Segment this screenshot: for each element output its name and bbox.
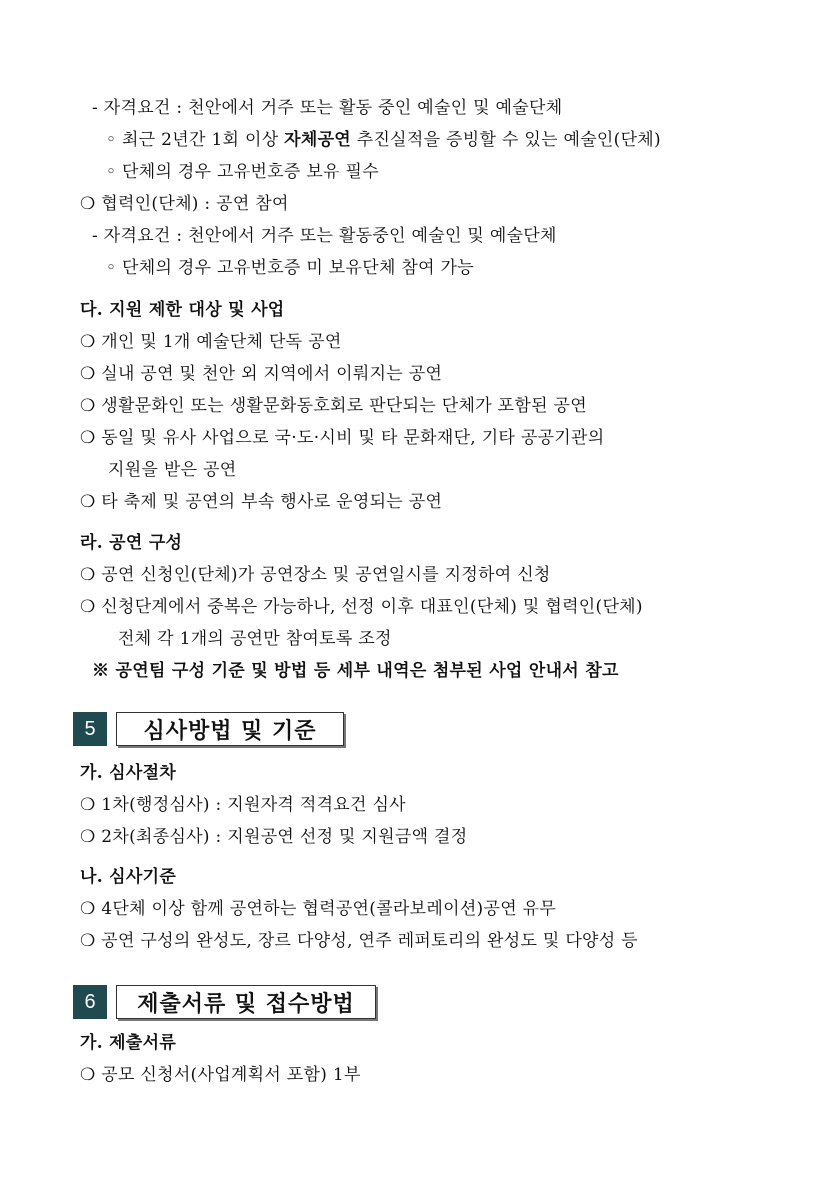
list-item: ❍ 4단체 이상 함께 공연하는 협력공연(콜라보레이션)공연 유무: [80, 899, 557, 919]
list-item: ❍ 동일 및 유사 사업으로 국·도·시비 및 타 문화재단, 기타 공공기관의: [80, 428, 605, 448]
list-item-continuation: 지원을 받은 공연: [108, 460, 237, 480]
reference-note: ※ 공연팀 구성 기준 및 방법 등 세부 내역은 첨부된 사업 안내서 참고: [92, 661, 619, 681]
list-item: ❍ 개인 및 1개 예술단체 단독 공연: [80, 332, 342, 352]
list-item: ❍ 타 축제 및 공연의 부속 행사로 운영되는 공연: [80, 492, 443, 512]
section-number-badge: 5: [73, 712, 107, 746]
list-item: ❍ 1차(행정심사) : 지원자격 적격요건 심사: [80, 795, 406, 815]
performance-record-line: [106, 129, 661, 151]
section-title-box: 심사방법 및 기준: [116, 712, 344, 746]
text-part: ◦ 최근 2년간 1회 이상: [106, 130, 285, 150]
subsection-title: 가. 심사절차: [80, 763, 177, 783]
subsection-title: 가. 제출서류: [80, 1033, 177, 1053]
partner-registration-line: ◦ 단체의 경우 고유번호증 미 보유단체 참여 가능: [106, 258, 474, 278]
list-item: ❍ 신청단계에서 중복은 가능하나, 선정 이후 대표인(단체) 및 협력인(단체): [80, 597, 643, 617]
section-title-box: 제출서류 및 접수방법: [116, 985, 376, 1019]
eligibility-line: - 자격요건 : 천안에서 거주 또는 활동 중인 예술인 및 예술단체: [92, 98, 563, 118]
list-item: ❍ 공연 구성의 완성도, 장르 다양성, 연주 레퍼토리의 완성도 및 다양성 등: [80, 931, 638, 951]
subsection-title: 다. 지원 제한 대상 및 사업: [80, 300, 285, 320]
list-item: ❍ 공모 신청서(사업계획서 포함) 1부: [80, 1065, 361, 1085]
emphasis-text: 자체공연: [284, 130, 352, 150]
subsection-title: 라. 공연 구성: [80, 533, 183, 553]
list-item: ❍ 생활문화인 또는 생활문화동호회로 판단되는 단체가 포함된 공연: [80, 396, 587, 416]
subsection-title: 나. 심사기준: [80, 867, 177, 887]
list-item: ❍ 실내 공연 및 천안 외 지역에서 이뤄지는 공연: [80, 364, 443, 384]
list-item: ❍ 2차(최종심사) : 지원공연 선정 및 지원금액 결정: [80, 827, 468, 847]
text-part: 추진실적을 증빙할 수 있는 예술인(단체): [351, 130, 661, 150]
list-item: ❍ 공연 신청인(단체)가 공연장소 및 공연일시를 지정하여 신청: [80, 565, 551, 585]
registration-line: ◦ 단체의 경우 고유번호증 보유 필수: [106, 162, 379, 182]
section-number-badge: 6: [73, 985, 107, 1019]
partner-line: ❍ 협력인(단체) : 공연 참여: [80, 194, 289, 214]
list-item-continuation: 전체 각 1개의 공연만 참여토록 조정: [118, 629, 392, 649]
partner-eligibility-line: - 자격요건 : 천안에서 거주 또는 활동중인 예술인 및 예술단체: [92, 226, 557, 246]
